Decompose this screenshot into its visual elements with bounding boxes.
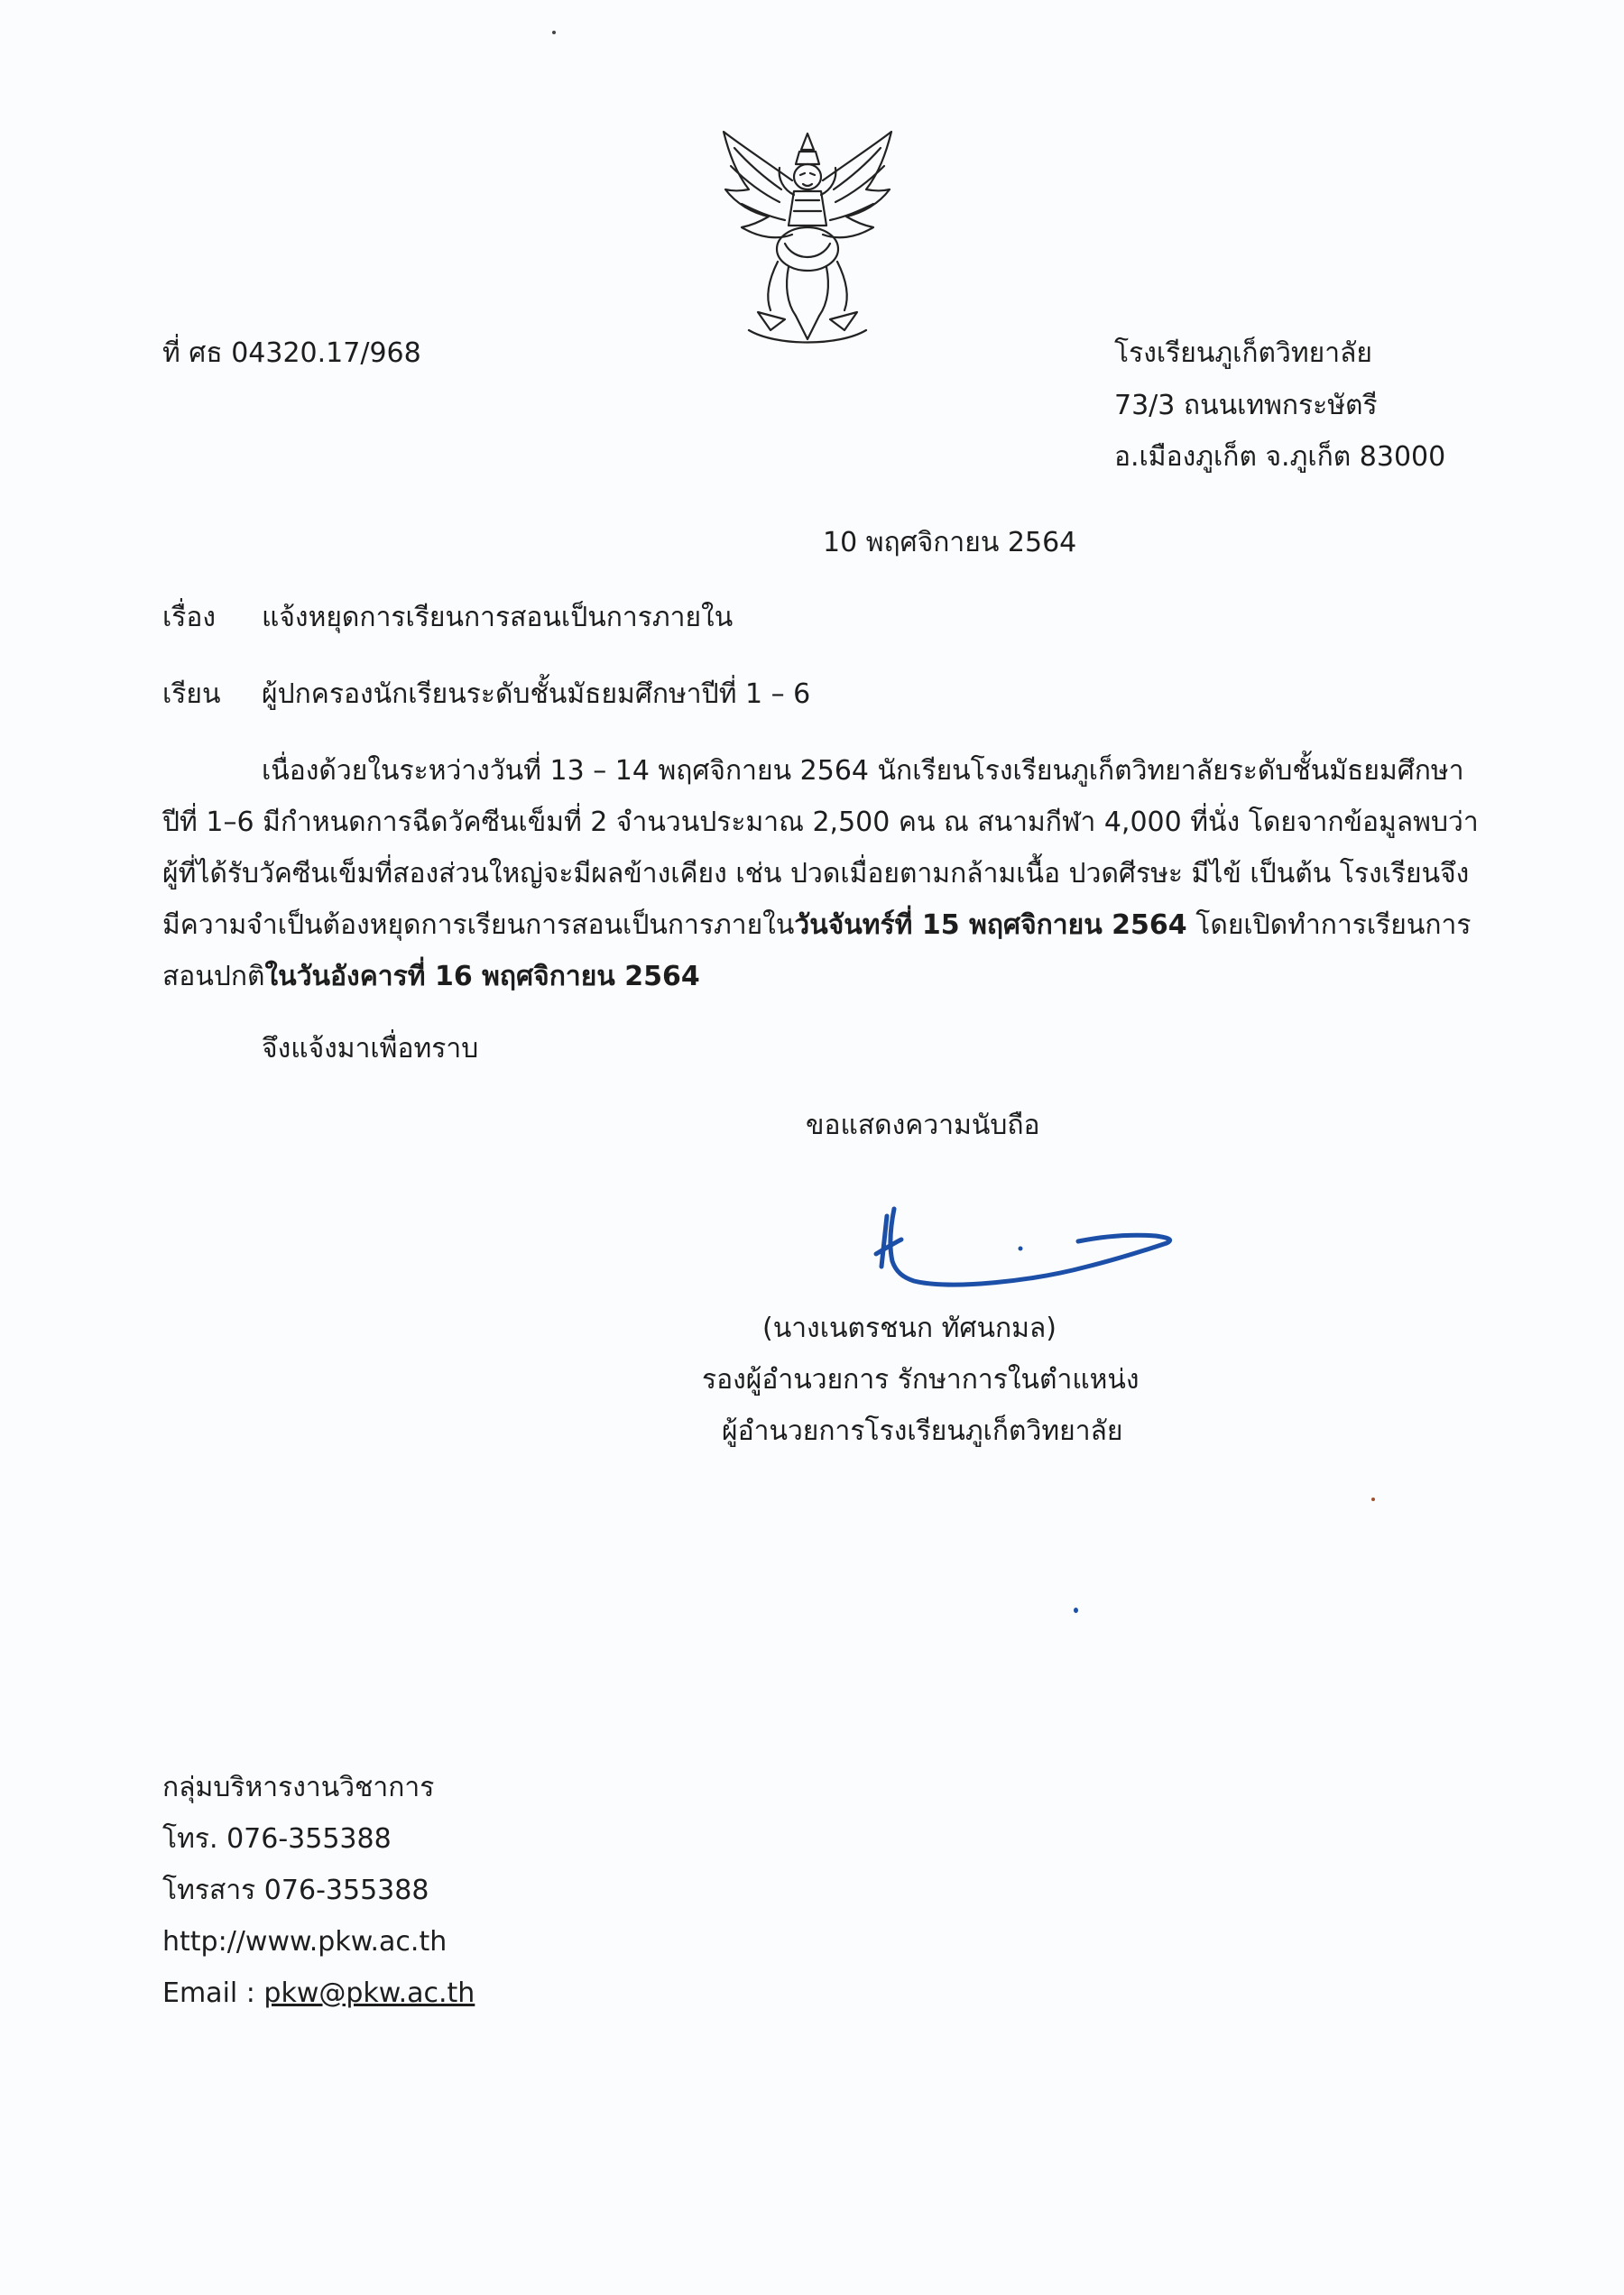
- body-line: ผู้ที่ได้รับวัคซีนเข็มที่สองส่วนใหญ่จะมีผลข้างเคียง เช่น ปวดเมื่อยตามกล้ามเนื้อ ปวดศีรษะ มีไข้ เป็นต้น โรงเรียนจึง: [162, 858, 1470, 889]
- website-link[interactable]: http://www.pkw.ac.th: [162, 1926, 448, 1958]
- subject-label: เรื่อง: [162, 602, 217, 633]
- body-text: มีความจำเป็นต้องหยุดการเรียนการสอนเป็นการภายใน: [162, 909, 795, 941]
- closing-note: จึงแจ้งมาเพื่อทราบ: [262, 1033, 479, 1065]
- school-address-line2: อ.เมืองภูเก็ต จ.ภูเก็ต 83000: [1114, 441, 1446, 473]
- garuda-emblem-icon: [713, 126, 902, 352]
- recipient-text: ผู้ปกครองนักเรียนระดับชั้นมัธยมศึกษาปีที่ 1 – 6: [262, 678, 811, 710]
- email-label: Email :: [162, 1977, 264, 2009]
- salutation: ขอแสดงความนับถือ: [806, 1110, 1040, 1141]
- signer-title-line2: ผู้อำนวยการโรงเรียนภูเก็ตวิทยาลัย: [722, 1415, 1123, 1447]
- letter-date: 10 พฤศจิกายน 2564: [823, 527, 1077, 558]
- body-line: ปีที่ 1–6 มีกำหนดการฉีดวัคซีนเข็มที่ 2 จำนวนประมาณ 2,500 คน ณ สนามกีฬา 4,000 ที่นั่ง โดยจากข้อมูลพบว่า: [162, 806, 1479, 838]
- body-line: [162, 899, 1484, 951]
- department-name: กลุ่มบริหารงานวิชาการ: [162, 1772, 435, 1803]
- handwritten-signature: [862, 1191, 1186, 1299]
- body-paragraph: [162, 745, 1484, 1002]
- school-name: โรงเรียนภูเก็ตวิทยาลัย: [1114, 337, 1373, 369]
- signer-title-line1: รองผู้อำนวยการ รักษาการในตำแหน่ง: [702, 1364, 1140, 1396]
- body-line: [162, 951, 1484, 1002]
- subject-text: แจ้งหยุดการเรียนการสอนเป็นการภายใน: [262, 602, 734, 633]
- phone-number: โทร. 076-355388: [162, 1823, 392, 1855]
- reopen-date: ในวันอังคารที่ 16 พฤศจิกายน 2564: [264, 961, 700, 992]
- email-row: [162, 1976, 475, 2012]
- signer-name: (นางเนตรชนก ทัศนกมล): [762, 1313, 1057, 1344]
- reference-number: ที่ ศธ 04320.17/968: [162, 337, 421, 369]
- recipient-label: เรียน: [162, 678, 221, 710]
- scan-speck: [1074, 1608, 1078, 1613]
- scan-speck: [1371, 1498, 1375, 1501]
- body-line: เนื่องด้วยในระหว่างวันที่ 13 – 14 พฤศจิกายน 2564 นักเรียนโรงเรียนภูเก็ตวิทยาลัยระดับชั้นมัธยมศึกษา: [262, 755, 1464, 787]
- body-text: โดยเปิดทำการเรียนการ: [1186, 909, 1472, 941]
- email-link[interactable]: pkw@pkw.ac.th: [263, 1977, 475, 2009]
- school-address-line1: 73/3 ถนนเทพกระษัตรี: [1114, 390, 1378, 421]
- fax-number: โทรสาร 076-355388: [162, 1875, 429, 1906]
- scan-speck: [552, 31, 556, 34]
- body-text: สอนปกติ: [162, 961, 265, 992]
- closure-date: วันจันทร์ที่ 15 พฤศจิกายน 2564: [794, 909, 1187, 941]
